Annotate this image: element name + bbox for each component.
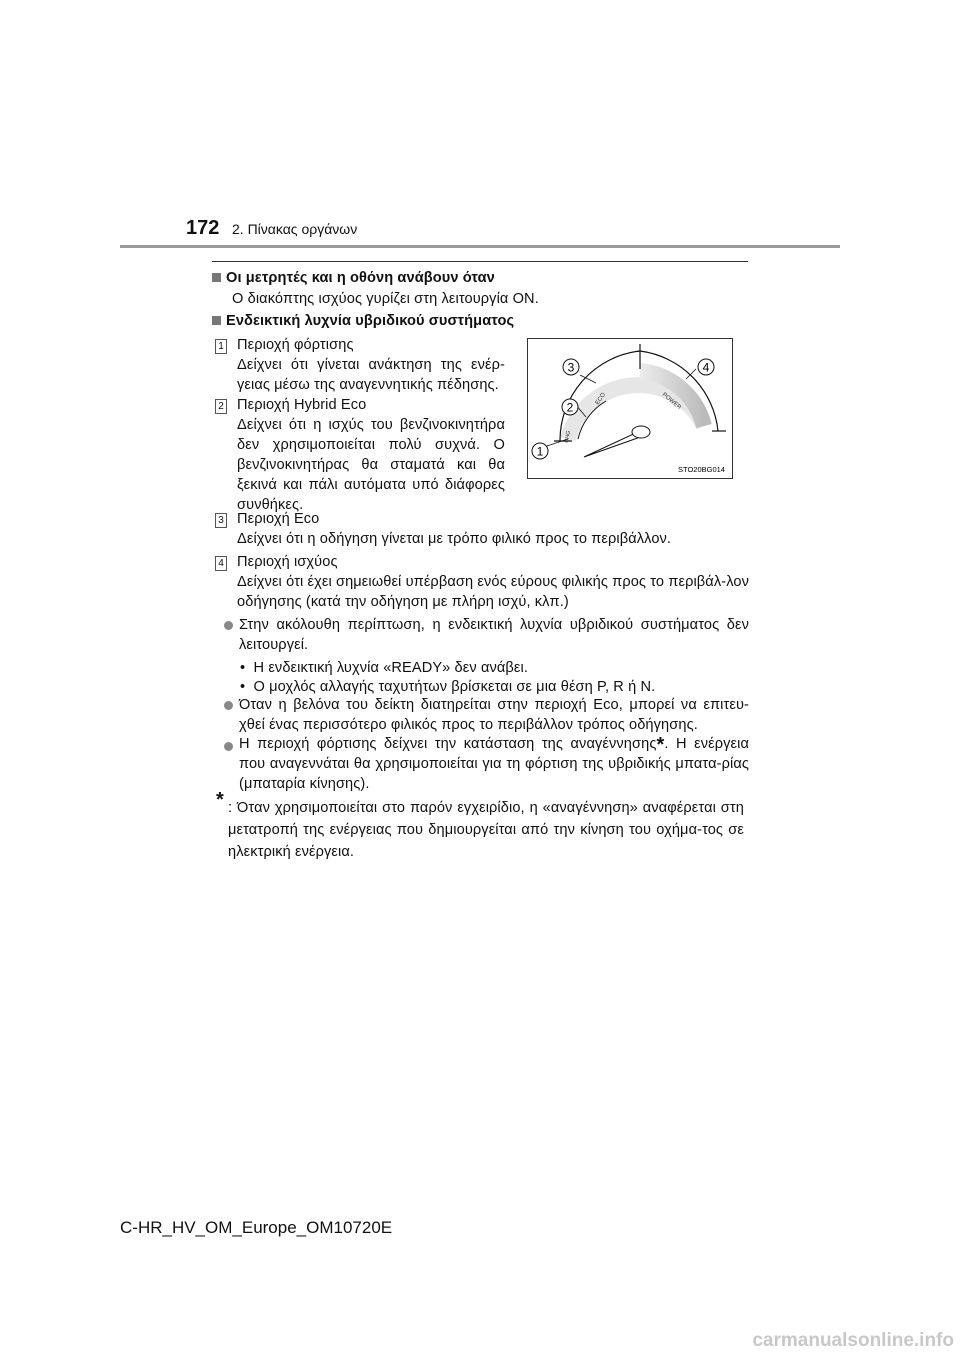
callout-label-2: 2 [566, 400, 574, 415]
note-charge-area [239, 734, 749, 794]
section-text-meters: Ο διακόπτης ισχύος γυρίζει στη λειτουργία ON. [232, 291, 539, 307]
chapter-title: 2. Πίνακας οργάνων [232, 221, 358, 237]
hybrid-indicator-gauge [528, 339, 732, 478]
note-not-operating: Στην ακόλουθη περίπτωση, η ενδεικτική λυχνία υβριδικού συστήματος δεν λειτουργεί. [239, 617, 749, 653]
round-bullet-icon [224, 742, 233, 751]
square-bullet-icon [212, 316, 221, 325]
note-text: Η περιοχή φόρτισης δείχνει την κατάσταση της αναγέννησης [239, 736, 657, 752]
gauge-label-power: POWER [660, 391, 682, 412]
footnote-asterisk: * [216, 789, 224, 811]
sub-bullet-text: Ο μοχλός αλλαγής ταχυτήτων βρίσκεται σε μια θέση P, R ή N. [253, 679, 656, 695]
hybrid-indicator-figure [527, 338, 733, 479]
section-heading-text: Ενδεικτική λυχνία υβριδικού συστήματος [226, 313, 515, 329]
section-heading-hybrid-indicator [212, 311, 514, 331]
item-body: Δείχνει ότι γίνεται ανάκτηση της ενέρ-γειας μέσω της αναγεννητικής πέδησης. [237, 357, 505, 393]
figure-code: STO20BG014 [678, 465, 725, 474]
round-bullet-icon [224, 701, 233, 710]
item-charge-area [237, 335, 505, 395]
footnote-text: : Όταν χρησιμοποιείται στο παρόν εγχειρίδιο, η «αναγέννηση» αναφέρεται στη μετατροπή της ενέργειας που δημιουργείται από την κίνηση του οχήμα-τος σε ηλεκτρική ενέργεια. [228, 800, 744, 860]
item-number-4: 4 [215, 556, 227, 571]
callout-label-1: 1 [536, 444, 544, 459]
item-body: Δείχνει ότι η οδήγηση γίνεται με τρόπο φιλικό προς το περιβάλλον. [237, 531, 672, 547]
footnote-marker: * [656, 734, 665, 756]
document-id: C-HR_HV_OM_Europe_OM10720E [120, 1218, 393, 1237]
item-title: Περιοχή φόρτισης [237, 337, 354, 353]
item-title: Περιοχή Eco [237, 511, 320, 527]
round-bullet-icon [224, 621, 233, 630]
header-divider [120, 245, 840, 248]
callout-label-3: 3 [567, 360, 575, 375]
item-number-1: 1 [215, 339, 227, 354]
callout-leader [686, 369, 696, 379]
gauge-label-chg: CHG [564, 430, 573, 444]
section-heading-meters [212, 268, 495, 288]
callout-label-4: 4 [702, 360, 710, 375]
gauge-label-eco: ECO [594, 392, 608, 407]
page-number: 172 [186, 217, 220, 239]
item-body: Δείχνει ότι έχει σημειωθεί υπέρβαση ενός εύρους φιλικής προς το περιβάλ-λον οδήγησης (κατά την οδήγηση με πλήρη ισχύ, κλπ.) [237, 574, 749, 610]
item-number-2: 2 [215, 399, 227, 414]
square-bullet-icon [212, 273, 221, 282]
section-heading-text: Οι μετρητές και η οθόνη ανάβουν όταν [226, 270, 495, 286]
item-power-area [237, 552, 749, 612]
watermark: carmanualsonline.info [752, 1330, 954, 1351]
item-title: Περιοχή ισχύος [237, 554, 338, 570]
note-text: . Η ενέργεια που αναγεννάται θα χρησιμοποιείται για τη φόρτιση της υβριδικής μπατα-ρίας (μπαταρία κίνησης). [239, 736, 749, 792]
sub-bullet: • Ο μοχλός αλλαγής ταχυτήτων βρίσκεται σε μια θέση P, R ή N. [240, 679, 656, 695]
item-hybrid-eco-area [237, 395, 505, 515]
needle-hub [632, 426, 650, 438]
item-title: Περιοχή Hybrid Eco [237, 397, 367, 413]
section-divider [212, 261, 748, 262]
item-body: Δείχνει ότι η ισχύς του βενζινοκινητήρα δεν χρησιμοποιείται πολύ συχνά. Ο βενζινοκινητήρας θα σταματά και θα ξεκινά και πάλι αυτόματα υπό διάφορες συνθήκες. [237, 417, 505, 513]
sub-bullet: • Η ενδεικτική λυχνία «READY» δεν ανάβει. [240, 660, 529, 676]
sub-bullet-text: Η ενδεικτική λυχνία «READY» δεν ανάβει. [253, 660, 529, 676]
note-eco-driving: Όταν η βελόνα του δείκτη διατηρείται στην περιοχή Eco, μπορεί να επιτευ-χθεί ένας περισσότερο φιλικός προς το περιβάλλον τρόπος οδήγησης. [239, 697, 749, 733]
item-eco-area [237, 509, 749, 549]
item-number-3: 3 [215, 513, 227, 528]
